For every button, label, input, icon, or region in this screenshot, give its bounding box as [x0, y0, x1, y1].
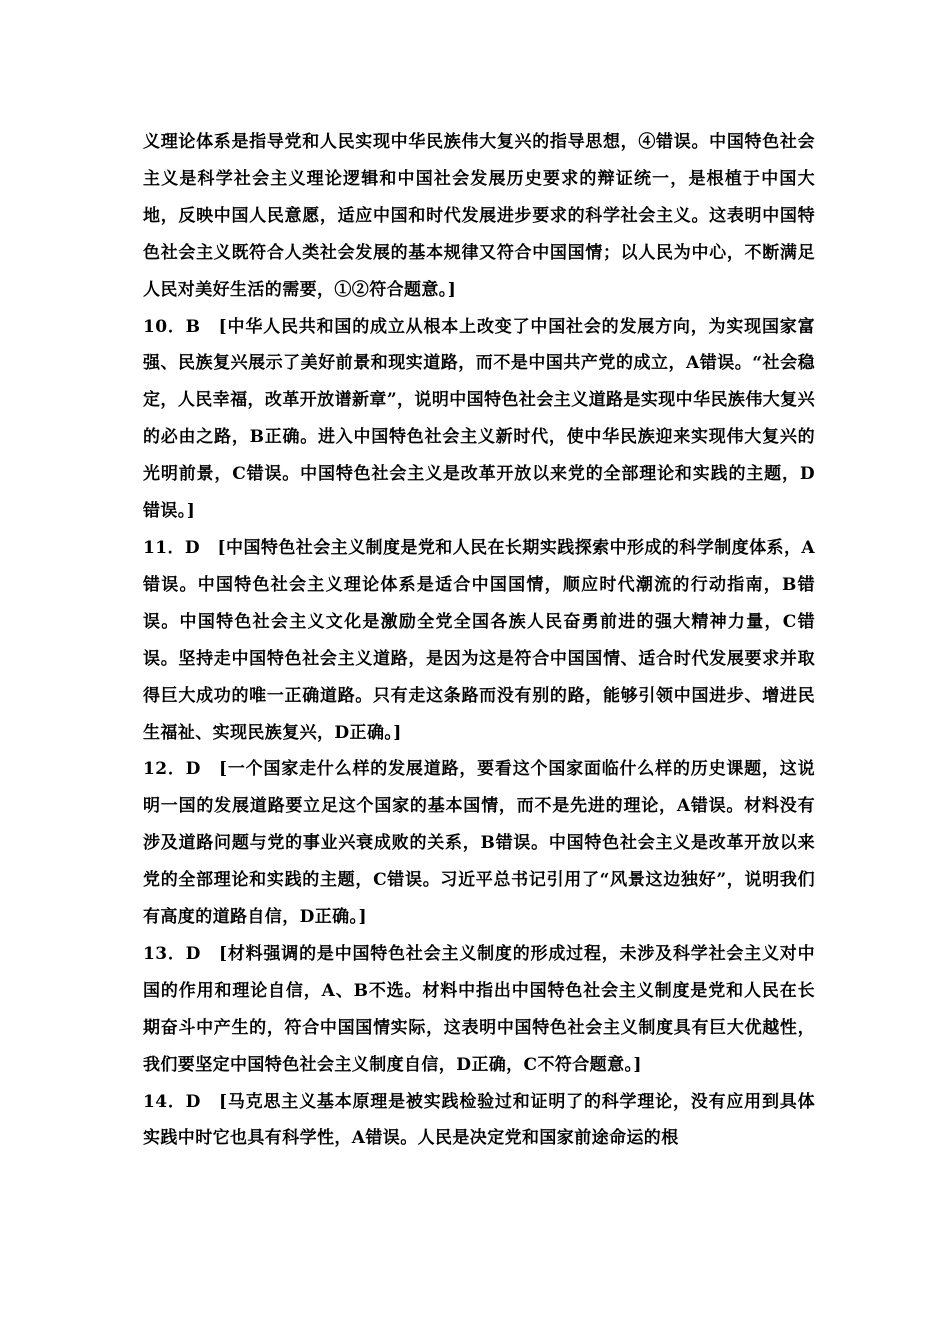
answer-explanation-page [143, 124, 815, 1157]
answer-item-10: 10．B [中华人民共和国的成立从根本上改变了中国社会的发展方向，为实现国家富强、民族复兴展示了美好前景和现实道路，而不是中国共产党的成立，A错误。“社会稳定，人民幸福，改革开放谱新章”，说明中国特色社会主义道路是实现中华民族伟大复兴的必由之路，B正确。进入中国特色社会主义新时代，使中华民族迎来实现伟大复兴的光明前景，C错误。中国特色社会主义是改革开放以来党的全部理论和实践的主题，D错误。] [143, 316, 815, 522]
answer-item-13: 13．D [材料强调的是中国特色社会主义制度的形成过程，未涉及科学社会主义对中国的作用和理论自信，A、B不选。材料中指出中国特色社会主义制度是党和人民在长期奋斗中产生的，符合中国国情实际，这表明中国特色社会主义制度具有巨大优越性，我们要坚定中国特色社会主义制度自信，D正确，C不符合题意。] [143, 943, 815, 1075]
answer-item-14: 14．D [马克思主义基本原理是被实践检验过和证明了的科学理论，没有应用到具体实践中时它也具有科学性，A错误。人民是决定党和国家前途命运的根 [143, 1091, 815, 1149]
answer-item-11: 11．D [中国特色社会主义制度是党和人民在长期实践探索中形成的科学制度体系，A错误。中国特色社会主义理论体系是适合中国国情，顺应时代潮流的行动指南，B错误。中国特色社会主义文化是激励全党全国各族人民奋勇前进的强大精神力量，C错误。坚持走中国特色社会主义道路，是因为这是符合中国国情、适合时代发展要求并取得巨大成功的唯一正确道路。只有走这条路而没有别的路，能够引领中国进步、增进民生福祉、实现民族复兴，D正确。] [143, 537, 815, 743]
paragraph-continuation: 义理论体系是指导党和人民实现中华民族伟大复兴的指导思想，④错误。中国特色社会主义是科学社会主义理论逻辑和中国社会发展历史要求的辩证统一，是根植于中国大地，反映中国人民意愿，适应中国和时代发展进步要求的科学社会主义。这表明中国特色社会主义既符合人类社会发展的基本规律又符合中国国情；以人民为中心，不断满足人民对美好生活的需要，①②符合题意。] [143, 132, 815, 300]
answer-item-12: 12．D [一个国家走什么样的发展道路，要看这个国家面临什么样的历史课题，这说明一国的发展道路要立足这个国家的基本国情，而不是先进的理论，A错误。材料没有涉及道路问题与党的事业兴衰成败的关系，B错误。中国特色社会主义是改革开放以来党的全部理论和实践的主题，C错误。习近平总书记引用了“风景这边独好”，说明我们有高度的道路自信，D正确。] [143, 759, 815, 928]
